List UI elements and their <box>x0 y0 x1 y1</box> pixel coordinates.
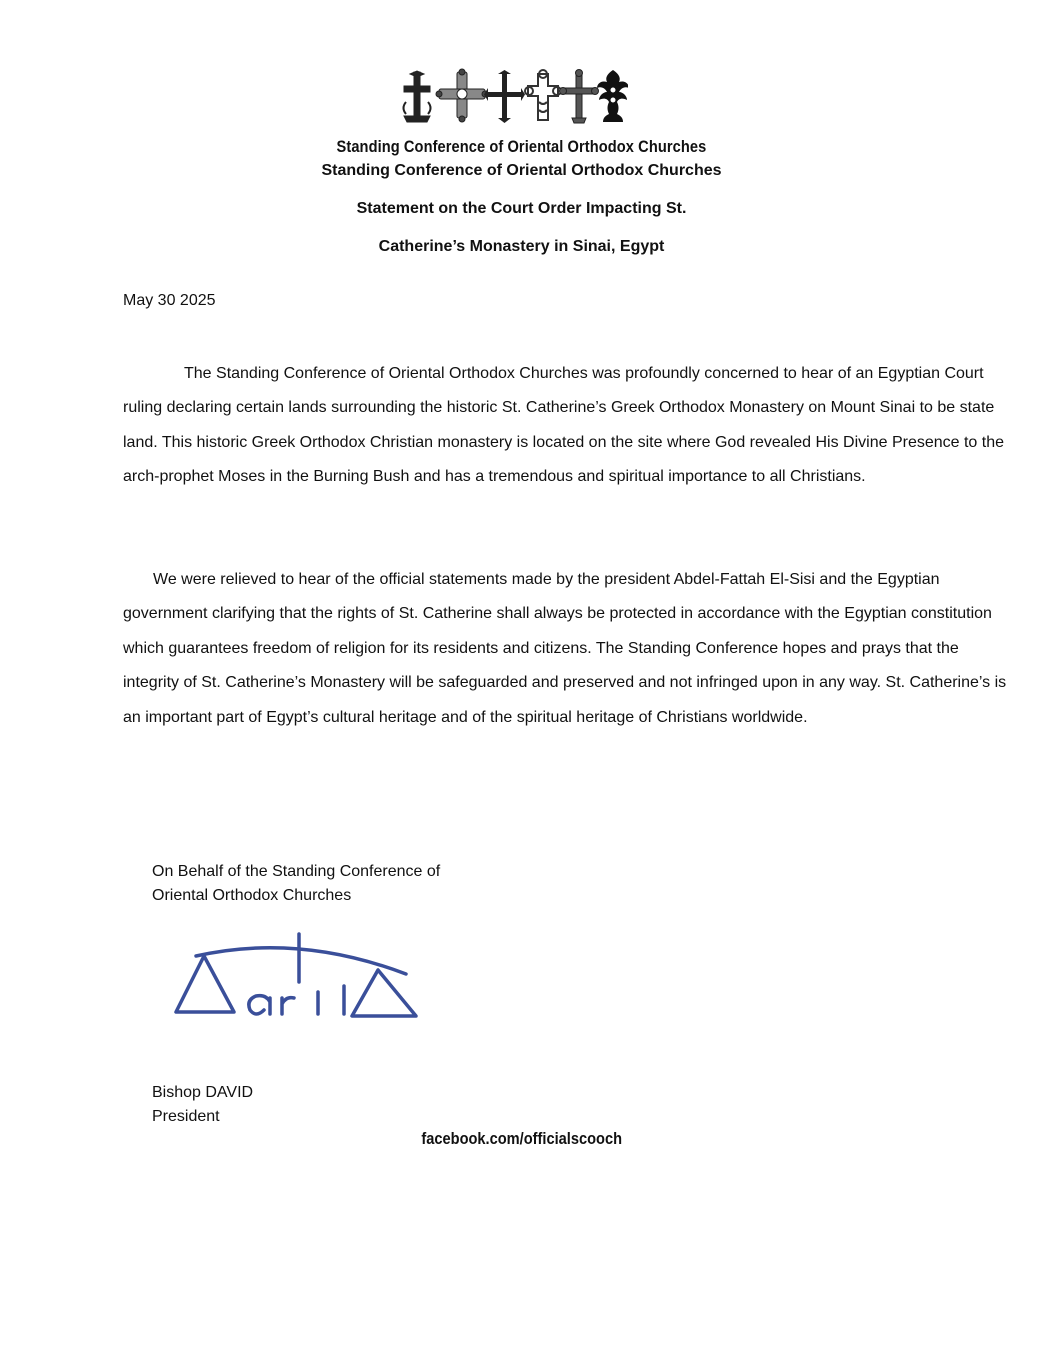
statement-title-line1: Statement on the Court Order Impacting St. <box>356 200 687 217</box>
signer-title: President <box>152 1108 220 1125</box>
ethiopian-cross-icon <box>525 70 561 120</box>
syriac-cross-icon <box>484 70 525 123</box>
statement-title-line2: Catherine’s Monastery in Sinai, Egypt <box>378 238 665 255</box>
indian-cross-icon <box>560 70 599 124</box>
signature <box>168 928 420 1028</box>
on-behalf-block <box>152 860 440 908</box>
church-crosses-logo <box>398 68 628 126</box>
body-paragraph-2: We were relieved to hear of the official statements made by the president Abdel-Fattah El-Sisi and the Egyptian government clarifying that the rights of St. Catherine shall always be protected in accordance with the Egyptian constitution which guarantees freedom of religion for its residents and citizens. The Standing Conference hopes and prays that the integrity of St. Catherine’s Monastery will be safeguarded and preserved and not infringed upon in any way. St. Catherine’s is an important part of Egypt’s cultural heritage and of the spiritual heritage of Christians worldwide. <box>123 571 1007 726</box>
body-paragraph-1: The Standing Conference of Oriental Orthodox Churches was profoundly concerned to hear of an Egyptian Court ruling declaring certain lands surrounding the historic St. Catherine’s Greek Orthodox Monastery on Mount Sinai to be state land. This historic Greek Orthodox Christian monastery is located on the site where God revealed His Divine Presence to the arch-prophet Moses in the Burning Bush and has a tremendous and spiritual importance to all Christians. <box>123 365 1005 486</box>
eritrean-cross-icon <box>597 70 628 122</box>
signer-name: Bishop DAVID <box>152 1084 254 1101</box>
on-behalf-line-2: Oriental Orthodox Churches <box>152 887 352 904</box>
statement-date: May 30 2025 <box>123 292 216 309</box>
organization-title: Standing Conference of Oriental Orthodox Churches <box>321 162 722 179</box>
organization-title-condensed: Standing Conference of Oriental Orthodox Churches <box>336 137 707 156</box>
facebook-link[interactable]: facebook.com/officialscooch <box>421 1129 623 1148</box>
signer-block <box>152 1081 253 1129</box>
armenian-cross-icon <box>404 71 431 122</box>
on-behalf-line-1: On Behalf of the Standing Conference of <box>152 863 441 880</box>
coptic-cross-icon <box>436 69 488 122</box>
